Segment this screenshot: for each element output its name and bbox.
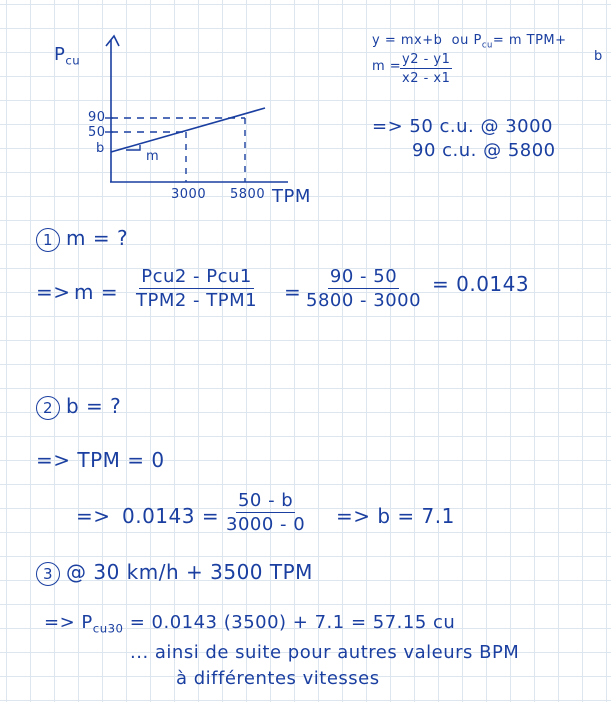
step2-question: 2 b = ? <box>36 396 121 420</box>
step2-lhs: 0.0143 = <box>122 504 220 528</box>
slope-label: m <box>146 149 160 164</box>
step1-m-eq: m = <box>74 280 119 304</box>
step1-question: 1 m = ? <box>36 228 128 252</box>
x-tick-label-5800: 5800 <box>230 187 266 202</box>
slope-formula-label: m = <box>372 59 402 74</box>
data-point-1: => 50 c.u. @ 3000 <box>372 116 554 137</box>
tick-label-90: 90 <box>88 110 106 125</box>
step1-fraction-values: $\frac{90 - 50}{5800 - 3000}$ <box>306 266 422 311</box>
step2-number: 2 <box>36 396 60 420</box>
graph-x-label: TPM <box>272 186 311 207</box>
x-tick-label-3000: 3000 <box>171 187 207 202</box>
data-point-2: 90 c.u. @ 5800 <box>412 140 556 161</box>
y-axis-arrow <box>106 36 119 46</box>
step3-condition: 3 @ 30 km/h + 3500 TPM <box>36 562 313 586</box>
step1-number: 1 <box>36 228 60 252</box>
step1-equals: = <box>284 280 302 304</box>
step2-arrow: => <box>76 504 111 528</box>
footer-line-2: à différentes vitesses <box>176 668 380 689</box>
step3-number: 3 <box>36 562 60 586</box>
step1-fraction-general: Pcu2 - Pcu1 TPM2 - TPM1 <box>136 266 258 311</box>
step2-fraction: $\frac{50 - b}{3000 - 0}$ <box>226 490 306 535</box>
slope-formula-fraction: $\frac{y2 - y1}{x2 - x1}$ <box>402 52 451 86</box>
step3-calc: => $P_{cu30} = 0.0143$ (3500) + 7.1 = 57.15 cu <box>44 612 456 636</box>
line-equation: y = mx+b ou $P_{cu}= m$ TPM+ <box>372 33 567 50</box>
tick-label-b: b <box>96 141 105 156</box>
line-equation-b: b <box>594 49 603 64</box>
graph-y-label: $P_{cu}$ <box>54 44 81 68</box>
trend-line <box>111 108 265 152</box>
step2-result: => b = 7.1 <box>336 504 455 528</box>
footer-line-1: ... ainsi de suite pour autres valeurs BPM <box>130 642 520 663</box>
step2-line1: => TPM = 0 <box>36 448 165 472</box>
tick-label-50: 50 <box>88 125 106 140</box>
step1-arrow: => <box>36 280 71 304</box>
step1-result: = 0.0143 <box>432 272 530 296</box>
